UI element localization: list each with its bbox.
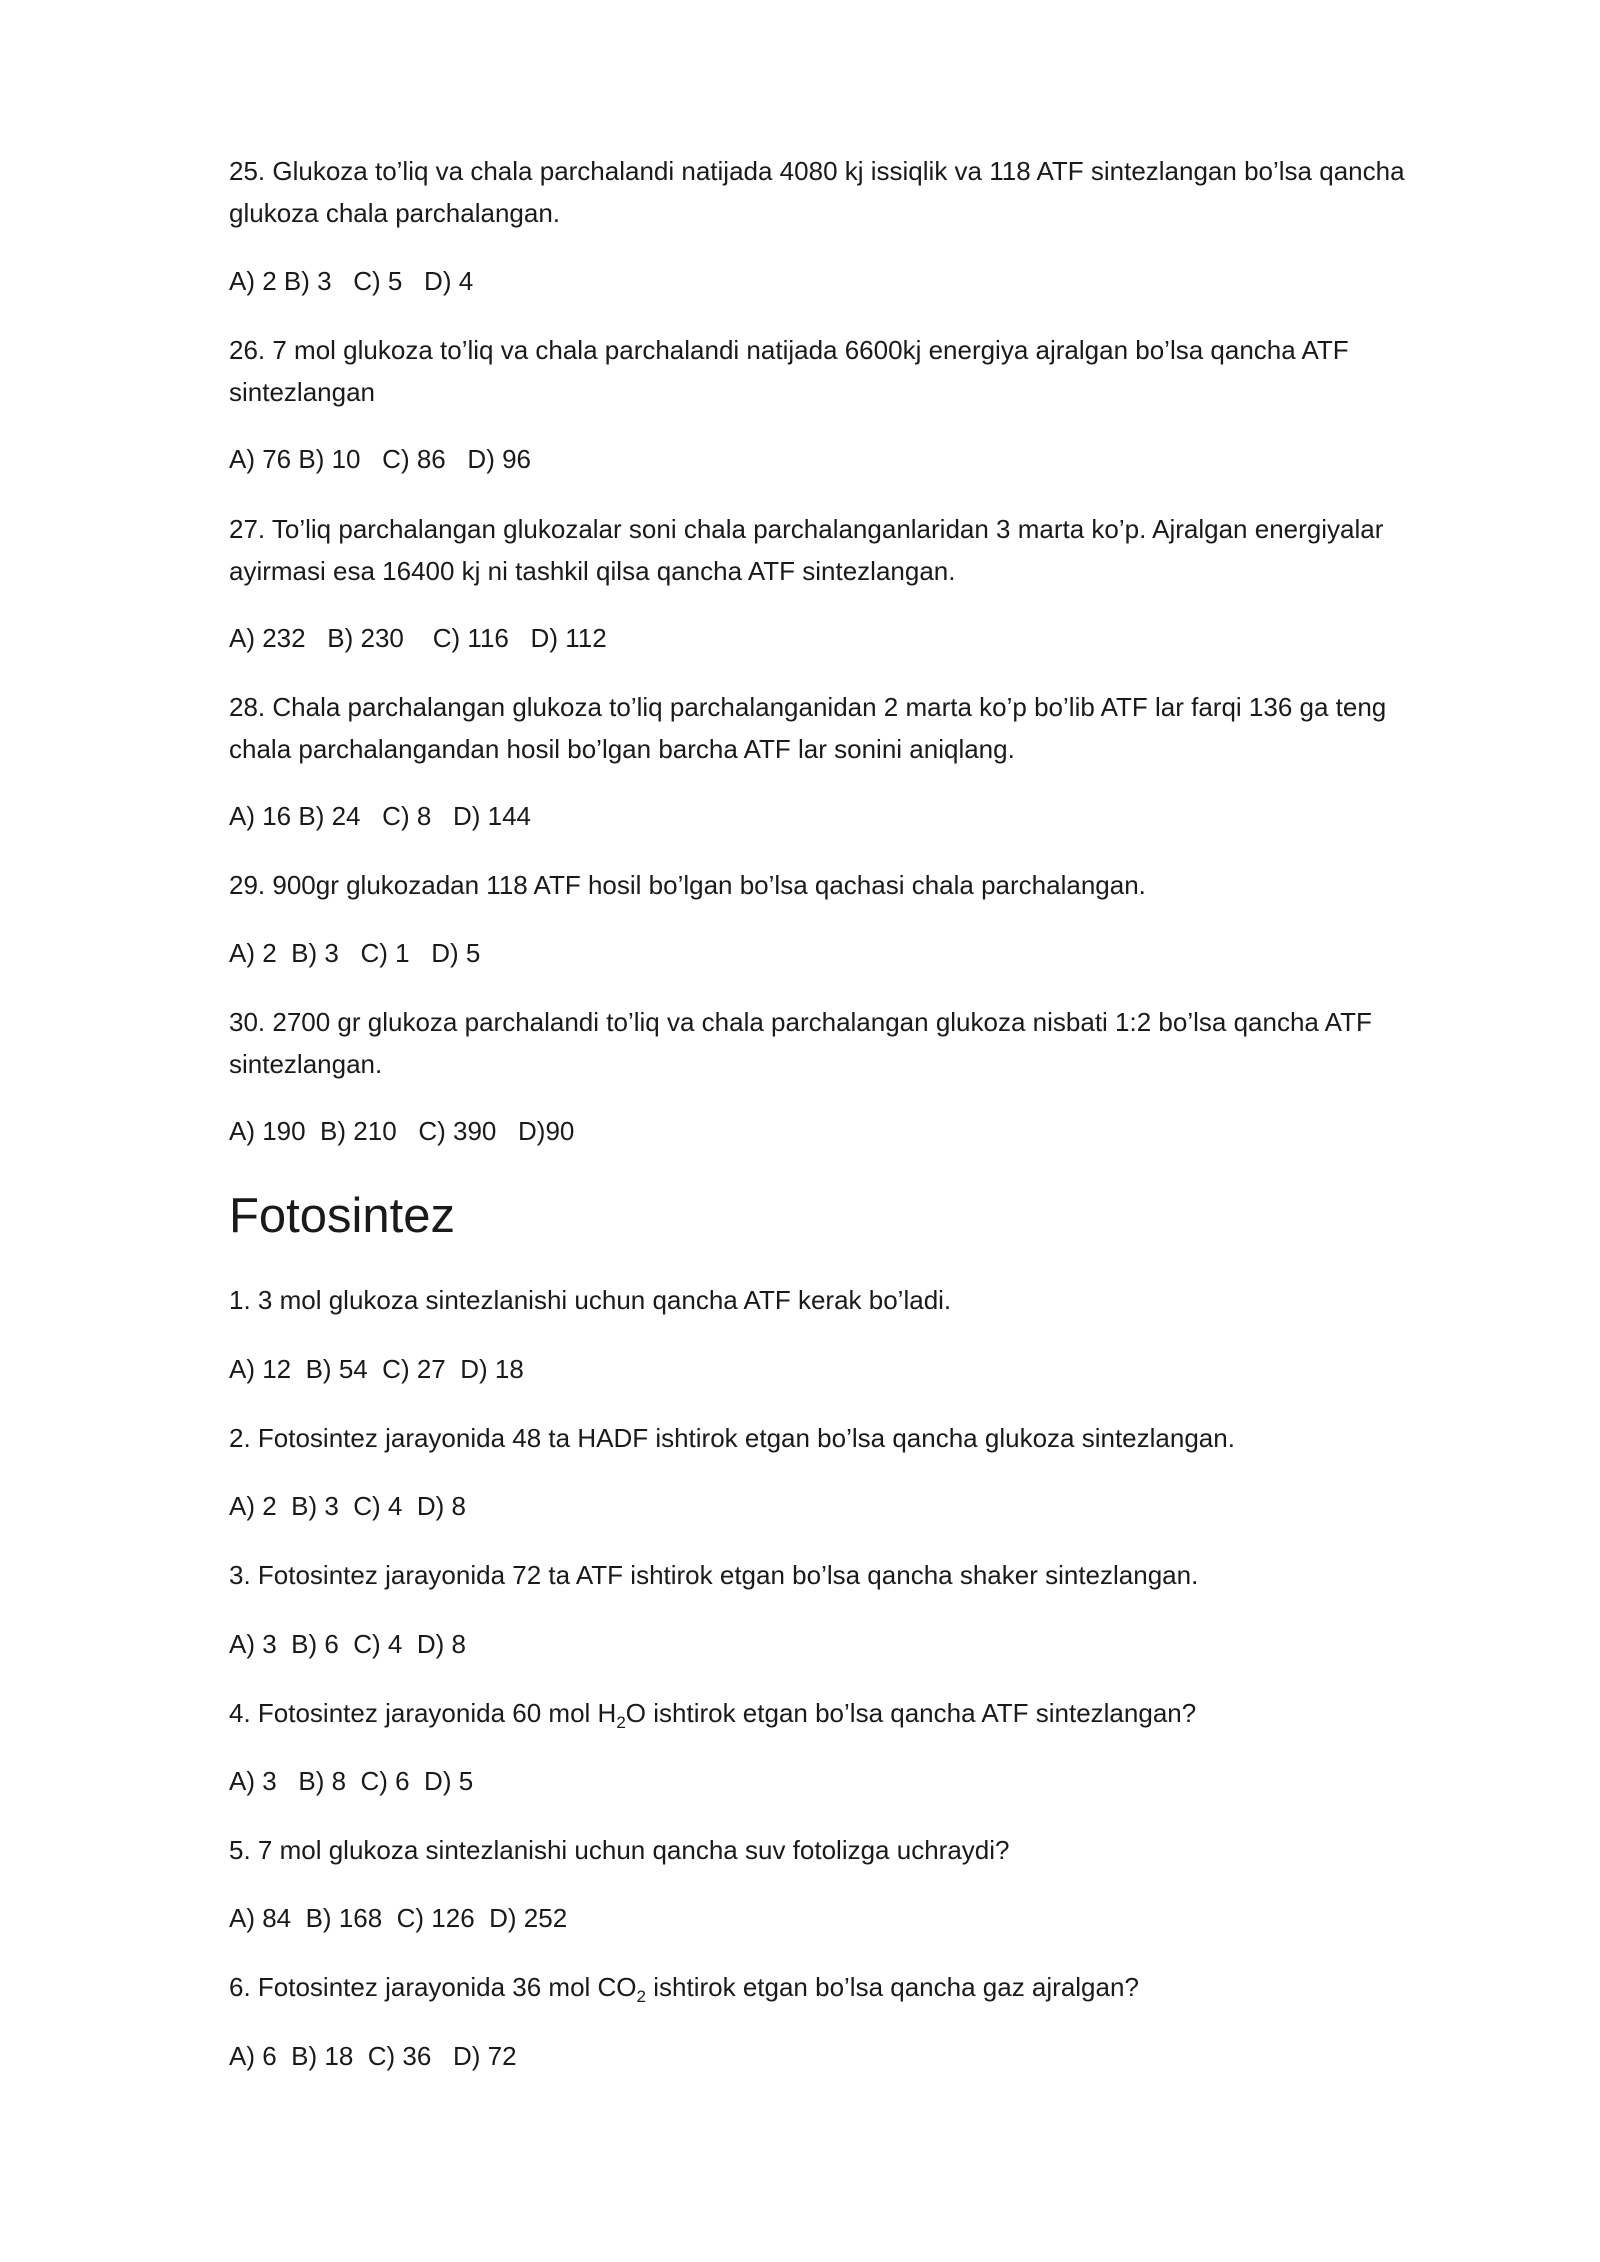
question-text: 6. Fotosintez jarayonida 36 mol CO [229, 1972, 637, 2002]
photosynthesis-answers-4: A) 3 B) 8 C) 6 D) 5 [229, 1766, 474, 1796]
question-text: ishtirok etgan bo’lsa qancha gaz ajralgan? [646, 1972, 1139, 2002]
photosynthesis-question-6 [229, 1966, 1443, 2008]
answers-26: A) 76 B) 10 C) 86 D) 96 [229, 444, 532, 474]
subscript: 2 [636, 1987, 647, 2007]
subscript: 2 [616, 1713, 626, 1733]
photosynthesis-answers-6: A) 6 B) 18 C) 36 D) 72 [229, 2041, 517, 2071]
photosynthesis-question-3: 3. Fotosintez jarayonida 72 ta ATF ishtirok etgan bo’lsa qancha shaker sintezlangan. [229, 1560, 1199, 1590]
photosynthesis-answers-1: A) 12 B) 54 C) 27 D) 18 [229, 1354, 524, 1384]
photosynthesis-answers-3: A) 3 B) 6 C) 4 D) 8 [229, 1629, 466, 1659]
question-26: 26. 7 mol glukoza to’liq va chala parchalandi natijada 6600kj energiya ajralgan bo’lsa qancha ATF sintezlangan [229, 335, 1349, 407]
question-text: O ishtirok etgan bo’lsa qancha ATF sintezlangan? [625, 1698, 1197, 1728]
question-30: 30. 2700 gr glukoza parchalandi to’liq va chala parchalangan glukoza nisbati 1:2 bo’lsa qancha ATF sintezlangan. [229, 1007, 1372, 1079]
photosynthesis-question-5: 5. 7 mol glukoza sintezlanishi uchun qancha suv fotolizga uchraydi? [229, 1835, 1010, 1865]
answers-27: A) 232 B) 230 C) 116 D) 112 [229, 623, 607, 653]
photosynthesis-answers-2: A) 2 B) 3 C) 4 D) 8 [229, 1491, 466, 1521]
photosynthesis-question-1: 1. 3 mol glukoza sintezlanishi uchun qancha ATF kerak bo’ladi. [229, 1285, 952, 1315]
question-28: 28. Chala parchalangan glukoza to’liq parchalanganidan 2 marta ko’p bo’lib ATF lar farqi 136 ga teng chala parchalangandan hosil bo’lgan barcha ATF lar sonini aniqlang. [229, 692, 1387, 764]
photosynthesis-question-4 [229, 1692, 1443, 1734]
document-page [229, 0, 1443, 2262]
photosynthesis-answers-5: A) 84 B) 168 C) 126 D) 252 [229, 1903, 568, 1933]
answers-25: A) 2 B) 3 C) 5 D) 4 [229, 266, 474, 296]
answers-29: A) 2 B) 3 C) 1 D) 5 [229, 938, 481, 968]
question-text: 4. Fotosintez jarayonida 60 mol H [229, 1698, 617, 1728]
answers-30: A) 190 B) 210 C) 390 D)90 [229, 1116, 575, 1146]
question-29: 29. 900gr glukozadan 118 ATF hosil bo’lgan bo’lsa qachasi chala parchalangan. [229, 870, 1146, 900]
question-25: 25. Glukoza to’liq va chala parchalandi natijada 4080 kj issiqlik va 118 ATF sintezlangan bo’lsa qancha glukoza chala parchalangan. [229, 156, 1405, 228]
question-27: 27. To’liq parchalangan glukozalar soni chala parchalanganlaridan 3 marta ko’p. Ajralgan energiyalar ayirmasi esa 16400 kj ni tashkil qilsa qancha ATF sintezlangan. [229, 514, 1384, 586]
section-heading: Fotosintez [229, 1189, 456, 1243]
answers-28: A) 16 B) 24 C) 8 D) 144 [229, 801, 532, 831]
photosynthesis-question-2: 2. Fotosintez jarayonida 48 ta HADF ishtirok etgan bo’lsa qancha glukoza sintezlangan. [229, 1423, 1235, 1453]
